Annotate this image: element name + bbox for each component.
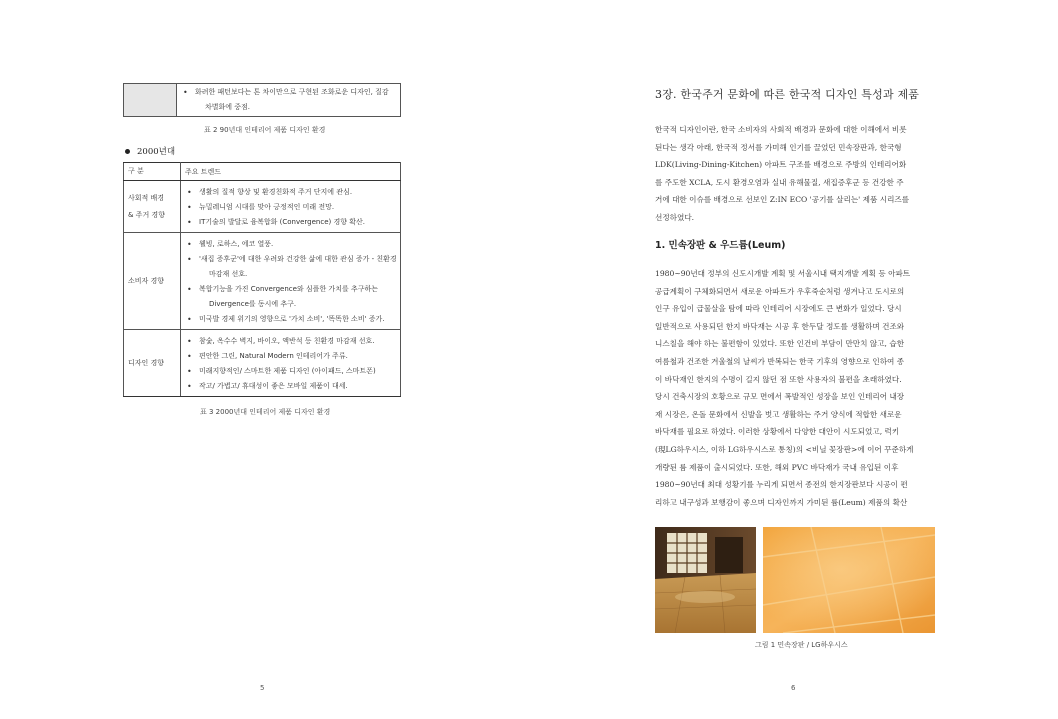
page-number-right: 6 bbox=[791, 684, 796, 692]
table-header-row bbox=[124, 163, 401, 181]
list-item: • '새집 증후군'에 대한 우려와 건강한 삶에 대한 관심 증가 - 친환경 bbox=[187, 252, 400, 267]
table-2-caption: 표 2 90년대 인테리어 제품 디자인 환경 bbox=[204, 126, 326, 134]
body-paragraph bbox=[655, 265, 935, 511]
room-photo-illustration bbox=[655, 527, 756, 633]
section-heading-2000s bbox=[125, 145, 175, 157]
list-item: • 웰빙, 로하스, 에코 열풍. bbox=[187, 237, 400, 252]
text-line: 이 바닥재인 한지의 수명이 길지 않던 점 또한 사용자의 불편을 초래하였다. bbox=[655, 374, 902, 384]
list-item: • 생활의 질적 향상 및 환경친화적 주거 단지에 관심. bbox=[187, 185, 400, 200]
text-line: 개량된 륨 제품이 출시되었다. 또한, 해외 PVC 바닥재가 국내 유입된 이후 bbox=[655, 462, 899, 472]
text-line: 공급계획이 구체화되면서 새로운 아파트가 우후죽순처럼 생겨나고 도시로의 bbox=[655, 286, 905, 296]
list-item: Divergence를 동시에 추구. bbox=[209, 300, 297, 308]
text-line: 바닥재를 필요로 하였다. 이러한 상황에서 다양한 대안이 시도되었고, 럭키 bbox=[655, 427, 900, 437]
text-line: 당시 건축시장의 호황으로 규모 면에서 폭발적인 성장을 보인 인테리어 내장 bbox=[655, 392, 905, 402]
list-item: • 작고/ 가볍고/ 휴대성이 좋은 모바일 제품이 대세. bbox=[187, 379, 400, 394]
photo-flooring-closeup bbox=[763, 527, 935, 633]
row-trends-design bbox=[181, 330, 401, 397]
table-2-fragment bbox=[123, 83, 401, 117]
bullet-dot-icon bbox=[125, 149, 130, 154]
table-row bbox=[124, 233, 401, 330]
table-row bbox=[124, 181, 401, 233]
table-row bbox=[124, 330, 401, 397]
text-line: (現LG하우시스, 이하 LG하우시스로 통칭)의 <비닐 꽃장판>에 이어 꾸준하게 bbox=[655, 444, 914, 454]
table-trend-cell bbox=[177, 84, 401, 117]
row-label-social bbox=[124, 181, 181, 233]
row-label-design: 디자인 경향 bbox=[124, 330, 181, 397]
right-page bbox=[529, 0, 1058, 719]
photo-traditional-room bbox=[655, 527, 756, 633]
row-label-consumer: 소비자 경향 bbox=[124, 233, 181, 330]
text-line: 된다는 생각 아래, 한국적 정서를 가미해 인기를 끌었던 민속장판과, 한국형 bbox=[655, 142, 902, 152]
text-line: 를 주도한 XCLA, 도시 환경오염과 실내 유해물질, 새집증후군 등 건강한 주 bbox=[655, 177, 904, 187]
figure-1-caption: 그림 1 민속장판 / LG하우시스 bbox=[755, 641, 848, 649]
table-label-cell bbox=[124, 84, 177, 117]
text-line: 재 시장은, 온돌 문화에서 신발을 벗고 생활하는 주거 양식에 적합한 새로운 bbox=[655, 409, 902, 419]
text-line: 한국적 디자인이란, 한국 소비자의 사회적 배경과 문화에 대한 이해에서 비롯 bbox=[655, 125, 907, 134]
text-line: LDK(Living-Dining-Kitchen) 아파트 구조를 배경으로 주방의 인테리어화 bbox=[655, 160, 907, 170]
list-item: 차별화에 중점. bbox=[205, 103, 251, 111]
text-line: 인구 유입이 급물살을 탐에 따라 인테리어 시장에도 큰 변화가 일었다. 당시 bbox=[655, 304, 902, 314]
text-line: 1980~90년대 정부의 신도시개발 계획 및 서울시내 택지개발 계획 등 아파트 bbox=[655, 269, 911, 278]
list-item: • 화려한 패턴보다는 톤 차이만으로 구현된 조화로운 디자인, 질감 bbox=[183, 85, 400, 100]
header-cell-category: 구 분 bbox=[124, 163, 181, 181]
text-line: 일반적으로 사용되던 한지 바닥재는 시공 후 한두달 정도를 생활하며 건조와 bbox=[655, 321, 905, 331]
list-item: • 뉴밀레니엄 시대를 맞아 긍정적인 미래 전망. bbox=[187, 200, 400, 215]
row-trends-consumer bbox=[181, 233, 401, 330]
list-item: • 복합기능을 가진 Convergence와 심플한 가치를 추구하는 bbox=[187, 282, 400, 297]
list-item: • IT기술의 발달로 융복합화 (Convergence) 경향 확산. bbox=[187, 215, 400, 230]
list-item: • 미국발 경제 위기의 영향으로 '가치 소비', '똑똑한 소비' 증가. bbox=[187, 312, 400, 327]
list-item: 마감재 선호. bbox=[209, 270, 248, 278]
table-3-caption: 표 3 2000년대 인테리어 제품 디자인 환경 bbox=[200, 408, 331, 416]
text-line: 리하고 내구성과 보행감이 좋으며 디자인까지 가미된 륨(Leum) 제품의 확산 bbox=[655, 497, 908, 507]
row-trends-social bbox=[181, 181, 401, 233]
list-item: • 참숯, 옥수수 벽지, 바이오, 액반석 등 친환경 마감재 선호. bbox=[187, 334, 400, 349]
row-label-line: 사회적 배경 bbox=[128, 193, 165, 202]
section-heading-text: 2000년대 bbox=[137, 147, 176, 157]
flooring-photo-illustration bbox=[763, 527, 935, 633]
page-number-left: 5 bbox=[260, 684, 265, 692]
section-heading: 1. 민속장판 & 우드륨(Leum) bbox=[655, 240, 786, 251]
text-line: 1980~90년대 최대 성황기를 누리게 되면서 종전의 한지장판보다 시공이 편 bbox=[655, 480, 908, 490]
list-item: • 편안한 그린, Natural Modern 인테리어가 주류. bbox=[187, 349, 400, 364]
header-cell-trend: 주요 트렌드 bbox=[181, 163, 401, 181]
table-row bbox=[124, 84, 401, 117]
text-line: 여름철과 건조한 겨울철의 날씨가 반복되는 한국 기후의 영향으로 인하여 종 bbox=[655, 356, 905, 366]
chapter-title: 3장. 한국주거 문화에 따른 한국적 디자인 특성과 제품 bbox=[655, 88, 920, 101]
text-line: 선정하였다. bbox=[655, 212, 695, 222]
intro-paragraph bbox=[655, 121, 935, 227]
table-3 bbox=[123, 162, 401, 397]
text-line: 니스칠을 해야 하는 불편함이 있었다. 또한 인건비 부담이 만만치 않고, 습한 bbox=[655, 339, 905, 349]
row-label-line: & 주거 경향 bbox=[128, 210, 165, 219]
text-line: 거에 대한 이슈를 배경으로 선보인 Z:IN ECO '공기를 살리는' 제품 시리즈를 bbox=[655, 195, 910, 205]
list-item: • 미래지향적인/ 스마트한 제품 디자인 (아이패드, 스마트폰) bbox=[187, 364, 400, 379]
